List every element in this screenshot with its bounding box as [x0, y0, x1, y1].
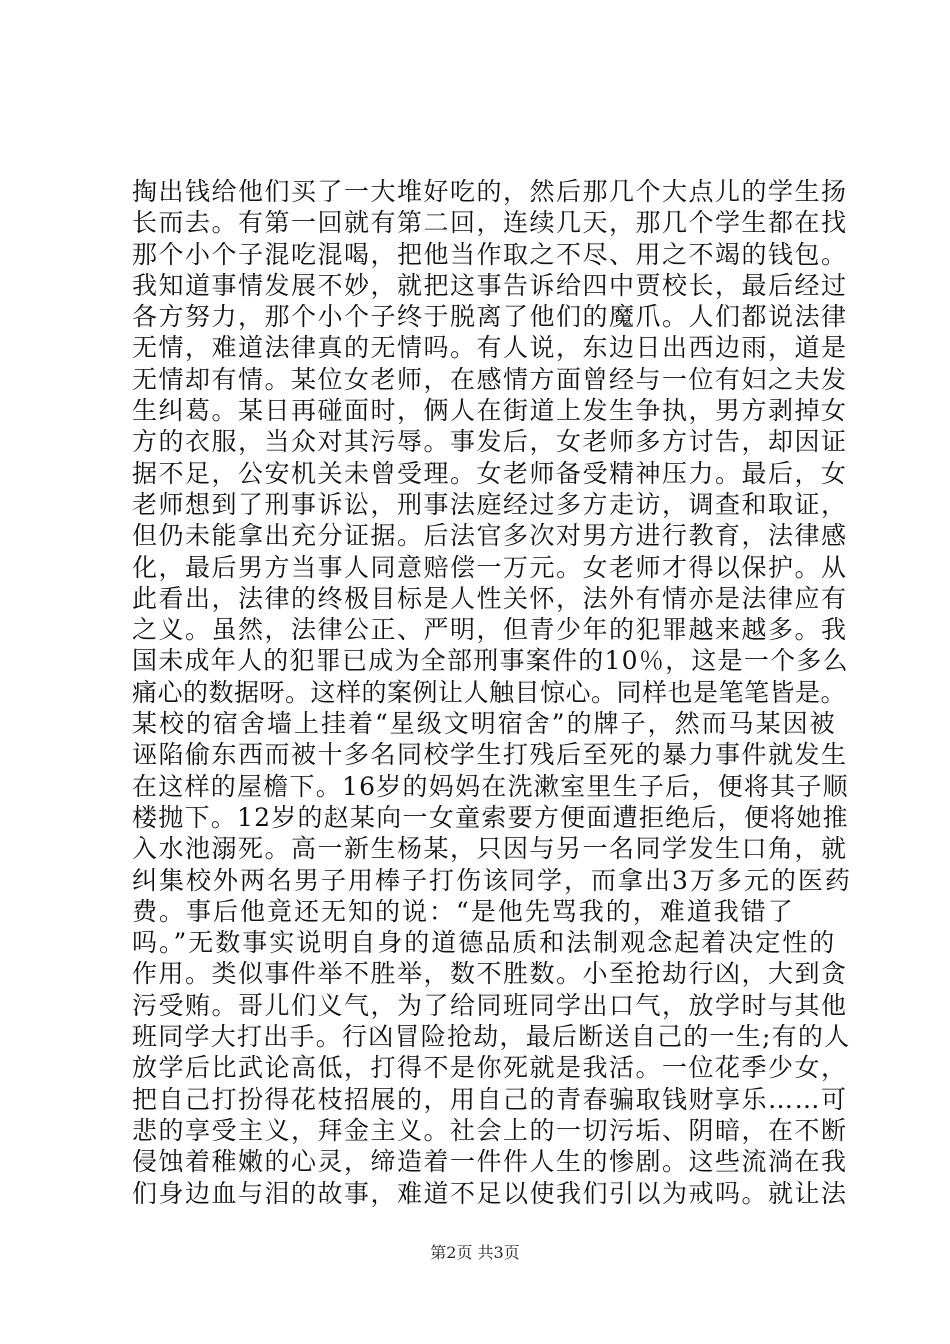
text-line: 吗。”无数事实说明自身的道德品质和法制观念起着决定性的: [132, 928, 837, 958]
text-line: 无情，难道法律真的无情吗。有人说，东边日出西边雨，道是: [132, 333, 848, 363]
text-line: 老师想到了刑事诉讼，刑事法庭经过多方走访，调查和取证，: [132, 489, 848, 519]
text-line: 悲的享受主义，拜金主义。社会上的一切污垢、阴暗，在不断: [132, 1115, 848, 1145]
text-line: 诬陷偷东西而被十多名同校学生打残后至死的暴力事件就发生: [132, 740, 848, 770]
text-line: 某校的宿舍墙上挂着“星级文明宿舍”的牌子，然而马某因被: [132, 709, 837, 739]
text-line: 作用。类似事件举不胜举，数不胜数。小至抢劫行凶，大到贪: [132, 959, 848, 989]
text-line: 放学后比武论高低，打得不是你死就是我活。一位花季少女，: [132, 1053, 848, 1083]
text-line: 据不足，公安机关未曾受理。女老师备受精神压力。最后，女: [132, 458, 848, 488]
text-line: 班同学大打出手。行凶冒险抢劫，最后断送自己的一生;有的人: [132, 1022, 851, 1052]
text-line: 各方努力，那个小个子终于脱离了他们的魔爪。人们都说法律: [132, 302, 848, 332]
text-line: 但仍未能拿出充分证据。后法官多次对男方进行教育，法律感: [132, 521, 848, 551]
text-line: 化，最后男方当事人同意赔偿一万元。女老师才得以保护。从: [132, 552, 848, 582]
text-line: 污受贿。哥儿们义气，为了给同班同学出口气，放学时与其他: [132, 990, 848, 1020]
text-line: 费。事后他竟还无知的说：“是他先骂我的，难道我错了: [132, 896, 795, 926]
text-line: 掏出钱给他们买了一大堆好吃的，然后那几个大点儿的学生扬: [132, 177, 848, 206]
text-line: 长而去。有第一回就有第二回，连续几天，那几个学生都在找: [132, 208, 848, 238]
text-line: 把自己打扮得花枝招展的，用自己的青春骗取钱财享乐……可: [132, 1084, 848, 1114]
text-line: 方的衣服，当众对其污辱。事发后，女老师多方讨告，却因证: [132, 427, 848, 457]
page-footer: 第2页 共3页: [430, 1243, 520, 1262]
text-line: 此看出，法律的终极目标是人性关怀，法外有情亦是法律应有: [132, 583, 848, 613]
text-line: 无情却有情。某位女老师，在感情方面曾经与一位有妇之夫发: [132, 364, 848, 394]
text-line: 那个小个子混吃混喝，把他当作取之不尽、用之不竭的钱包。: [132, 239, 848, 269]
text-line: 们身边血与泪的故事，难道不足以使我们引以为戒吗。就让法: [132, 1178, 848, 1208]
text-line: 之义。虽然，法律公正、严明，但青少年的犯罪越来越多。我: [132, 615, 848, 645]
text-line: 我知道事情发展不妙，就把这事告诉给四中贾校长，最后经过: [132, 270, 848, 300]
text-line: 痛心的数据呀。这样的案例让人触目惊心。同样也是笔笔皆是。: [132, 677, 847, 707]
text-line: 侵蚀着稚嫩的心灵，缔造着一件件人生的惨剧。这些流淌在我: [132, 1147, 848, 1177]
text-line: 楼抛下。12岁的赵某向一女童索要方便面遭拒绝后，便将她推: [132, 802, 849, 832]
text-line: 生纠葛。某日再碰面时，俩人在街道上发生争执，男方剥掉女: [132, 396, 848, 426]
text-line: 国未成年人的犯罪已成为全部刑事案件的10％，这是一个多么: [132, 646, 849, 676]
body-text: [132, 176, 852, 1209]
text-line: 在这样的屋檐下。16岁的妈妈在洗漱室里生子后，便将其子顺: [132, 771, 849, 801]
text-line: 纠集校外两名男子用棒子打伤该同学，而拿出3万多元的医药: [132, 865, 852, 895]
text-line: 入水池溺死。高一新生杨某，只因与另一名同学发生口角，就: [132, 834, 848, 864]
